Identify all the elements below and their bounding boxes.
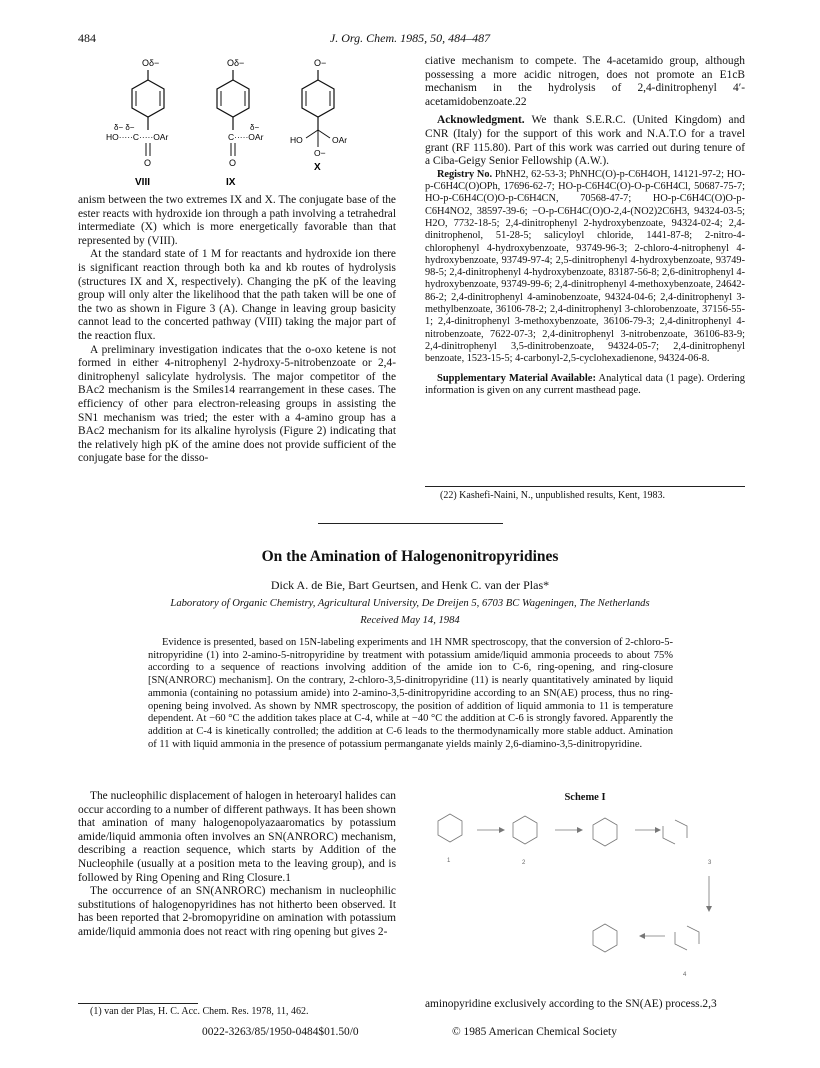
supp-body: Analytical data (1 page). Ordering information is given on any current masthead page.	[425, 372, 746, 396]
article-body-left	[78, 790, 396, 940]
registry-body: PhNH2, 62-53-3; PhNHC(O)-p-C6H4OH, 14121-97-2; HO-p-C6H4C(O)OPh, 17696-62-7; HO-p-C6H4C(O)-O-p-C6H4Cl, 50687-75-7; HO-p-C6H4C(O)O-p-C6H4CN, 70568-47-7; HO-p-C6H4C(O)O-p-C6H4NO2, 38597-39-6; −O-p-C6H4C(O)O-2,4-(NO2)2C6H3, 94324-03-5; H2O, 7732-18-5; 2,4-dinitrophenyl 2-hydroxybenzoate, 94324-02-4; 2,4-dinitrophenol, 51-28-5; salicyloyl chloride, 1441-87-8; 2-nitro-4-chlorophenyl 4-hydroxybenzoate, 93749-96-3; 2-chloro-4-nitrophenyl 4-hydroxybenzoate, 93749-97-4; 2,5-dinitrophenyl 4-hydroxybenzoate, 93749-98-5; 2,4-dinitrophenyl 4-hydroxybenzoate, 83187-56-8; 2,6-dinitrophenyl 4-hydroxybenzoate, 93749-99-6; 2,4-dinitrophenyl 4-methoxybenzoate, 24642-86-2; 2,4-dinitrophenyl 4-aminobenzoate, 94324-04-6; 2,4-dinitrophenyl 3-methylbenzoate, 36106-78-2; 2,4-dinitrophenyl 3-chlorobenzoate, 37156-55-1; 2,4-dinitrophenyl 3-methoxybenzoate, 36106-79-3; 2,4-dinitrophenyl 4-nitrobenzoate, 7622-07-3; 2,4-dinitrophenyl 3-nitrobenzoate, 36106-83-9; 2,4-dinitrophenyl 3,5-dinitrobenzoate, 94324-05-7; 2,4-dinitrophenyl benzoate, 1523-15-5; 4-carbonyl-2,5-cyclohexadienone, 94324-06-8.	[425, 168, 745, 365]
label-x: X	[314, 162, 321, 173]
article-abstract: Evidence is presented, based on 15N-labeling experiments and 1H NMR spectroscopy, that the conversion of 2-chloro-5-nitropyridine (1) into 2-amino-5-nitropyridine by treatment with potassium amide/liquid ammonia proceeds to about 75% according to a sequence of reactions involving addition of the amide ion to C-6, ring-opening, and ring-closure [SN(ANRORC) mechanism]. On the contrary, 2-chloro-3,5-dinitropyridine (11) is nearly quantitatively aminated by liquid ammonia (containing no potassium amide) into 2-amino-3,5-dinitropyridine according to an SN(AE) process, thus no ring-opening being involved. As shown by NMR spectroscopy, the position of addition of liquid ammonia to 11 is temperature dependent. At −60 °C the addition takes place at C-4, while at −40 °C the addition at C-6 is strongly favored. Apparently the addition at C-4 is kinetically controlled; the addition at C-6 leads to the thermodynamically more stable adduct. Amination of 11 with liquid ammonia in the presence of potassium permanganate yields mainly 2,6-diamino-3,5-dinitropyridine.	[148, 637, 673, 750]
scheme-label-1: 1	[447, 858, 451, 864]
left-paragraph-3: A preliminary investigation indicates that the o-oxo ketene is not formed in either 4-nitrophenyl 2-hydroxy-5-nitrobenzoate or 2,4-dinitrophenyl salicylate hydrolysis. The major competitor of the BAc2 mechanism is the Smiles14 rearrangement in these cases. The efficiency of other para electron-releasing groups in assisting the SN1 mechanism was tried; the ester with a 4-amino group has a BAc2 mechanism for its alkaline hyrolysis (Figure 2) indicating that the relatively high pK of the amine does not provide sufficient of the conjugate base for the disso-	[78, 343, 396, 465]
scheme-label-2: 2	[522, 860, 526, 866]
structure-ix	[217, 58, 264, 188]
x-ho: HO	[290, 135, 303, 145]
scheme-label-4: 4	[683, 972, 687, 978]
footnote-rule-left	[78, 1003, 198, 1004]
viii-bottom-o: O	[144, 158, 152, 168]
article-title: On the Amination of Halogenonitropyridines	[261, 548, 559, 565]
article-affiliation: Laboratory of Organic Chemistry, Agricultural University, De Dreijen 5, 6703 BC Wageningen, The Netherlands	[170, 598, 650, 609]
page-number: 484	[78, 31, 96, 45]
x-bottom-o: O−	[314, 148, 326, 158]
footer-code: 0022-3263/85/1950-0484$01.50/0	[202, 1026, 359, 1038]
ack-heading: Acknowledgment.	[437, 114, 525, 127]
ix-bottom-o: O	[229, 158, 237, 168]
x-top-label: O−	[314, 58, 327, 68]
supp-heading: Supplementary Material Available:	[437, 372, 596, 384]
registry-heading: Registry No.	[437, 168, 493, 180]
ack-body: We thank S.E.R.C. (United Kingdom) and CNR (Italy) for the support of this work and N.A.T.O for a travel grant (RF 115.80). Part of this work was carried out during tenure of a Ciba-Geigy Senior Fellowship (A.W.).	[425, 114, 745, 168]
structures-figure	[78, 52, 396, 192]
viii-mid-text: HO·····C·····OAr	[106, 132, 169, 142]
scheme-title: Scheme I	[564, 792, 606, 803]
left-paragraph-2: At the standard state of 1 M for reactants and hydroxide ion there is significant reaction through both ka and kb routes of hydrolysis (structures IX and X, respectively). Changing the pK of the leaving group will only alter the likelihood that the path taken will be one of the two as shown in Figure 3 (A). Change in leaving group basicity cannot lead to the concerted pathway (VIII) taking the major part of the reaction flux.	[78, 248, 396, 342]
viii-top-label: Oδ−	[142, 58, 160, 68]
ix-delta: δ−	[250, 123, 260, 132]
body-paragraph-2: The occurrence of an SN(ANRORC) mechanism in nucleophilic substitutions of halogenopyridines has not hitherto been observed. It has been reported that 2-bromopyridine on amination with potassium amide/liquid ammonia does not react with ring opening but gives 2-	[78, 885, 396, 938]
x-oar: OAr	[332, 135, 348, 145]
registry-numbers	[425, 169, 745, 366]
right-body-text: aminopyridine exclusively according to the SN(AE) process.2,3	[425, 998, 717, 1010]
acknowledgment	[425, 114, 745, 168]
supplementary-material	[425, 373, 745, 398]
footnote-22: (22) Kashefi-Naini, N., unpublished results, Kent, 1983.	[440, 490, 665, 501]
body-paragraph-1: The nucleophilic displacement of halogen in heteroaryl halides can occur according to a number of different pathways. It has been shown that amination of many halogenopolyazaaromatics by potassium amide/liquid ammonia often involves an SN(ANRORC) mechanism, describing a reaction sequence, which starts by Addition of the Nucleophile (usually at a position meta to the leaving group), and is followed by Ring Opening and Ring Closure.1	[78, 790, 396, 884]
structure-viii	[106, 58, 168, 188]
right-paragraph-1: ciative mechanism to compete. The 4-acetamido group, although possessing a more acidic nitrogen, does not promote an E1cB mechanism in the hydrolysis of 2,4-dinitrophenyl 4′-acetamidobenzoate.22	[425, 55, 745, 108]
article-received: Received May 14, 1984	[360, 615, 460, 626]
footer-copyright: © 1985 American Chemical Society	[452, 1026, 617, 1038]
scheme-figure	[425, 806, 745, 994]
left-column-text	[78, 194, 396, 466]
scheme-label-3: 3	[708, 860, 712, 866]
right-column-text	[425, 55, 745, 397]
label-viii: VIII	[135, 177, 151, 188]
article-separator	[318, 523, 503, 524]
left-paragraph-1: anism between the two extremes IX and X. The conjugate base of the ester reacts with hydroxide ion through a path involving a tetrahedral intermediate (X) which is more energetically favorable than that represented by (VIII).	[78, 194, 396, 247]
footnote-rule-right	[425, 486, 745, 487]
ix-top-label: Oδ−	[227, 58, 245, 68]
structure-x	[290, 58, 347, 173]
footnote-1: (1) van der Plas, H. C. Acc. Chem. Res. 1978, 11, 462.	[90, 1006, 309, 1017]
ix-mid-text: C·····OAr	[228, 132, 264, 142]
label-ix: IX	[226, 177, 236, 188]
running-header: J. Org. Chem. 1985, 50, 484–487	[329, 31, 491, 45]
article-authors: Dick A. de Bie, Bart Geurtsen, and Henk C. van der Plas*	[270, 578, 550, 592]
viii-delta: δ− δ−	[114, 123, 135, 132]
